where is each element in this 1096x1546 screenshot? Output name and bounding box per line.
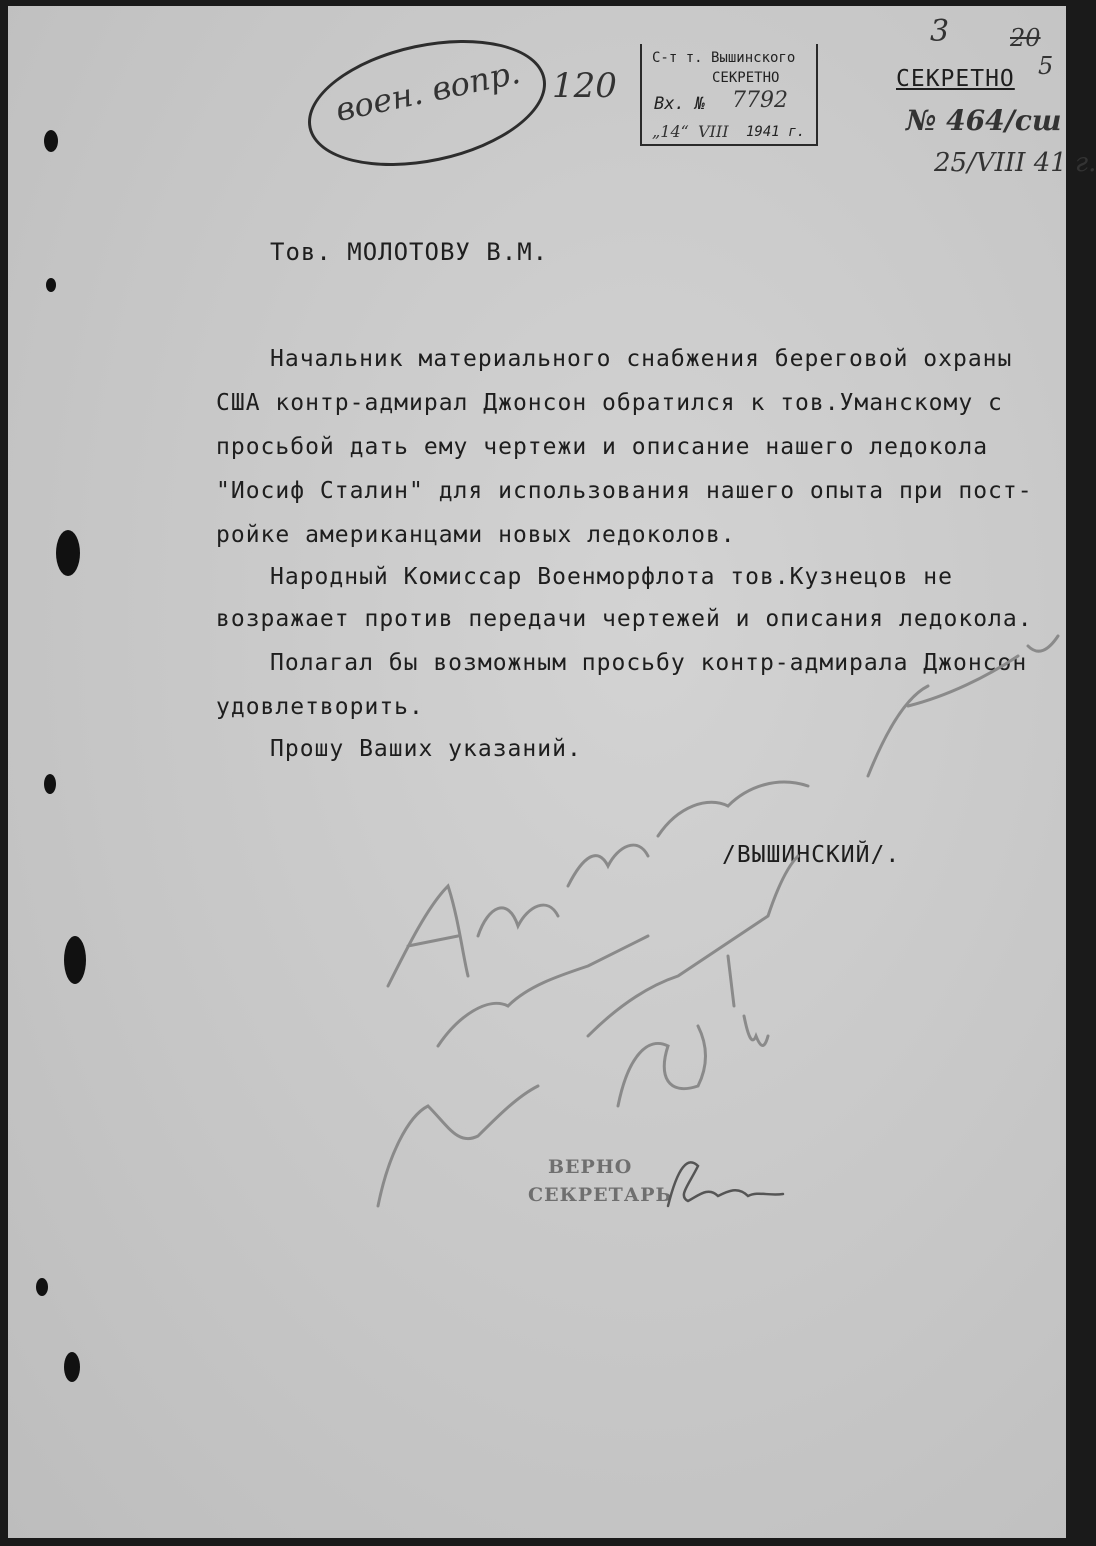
stamp-date-year: 1941 г. — [746, 124, 806, 140]
classification: СЕКРЕТНО — [896, 66, 1015, 92]
punch-hole — [36, 1278, 48, 1296]
punch-hole — [46, 278, 56, 292]
body-line: Полагал бы возможным просьбу контр-адмирала Джонсон — [270, 650, 1028, 676]
stamp-in-number: 7792 — [732, 88, 788, 113]
body-line: ройке американцами новых ледоколов. — [216, 522, 736, 548]
stamp-line-2: СЕКРЕТНО — [712, 70, 780, 86]
certification-secretary: СЕКРЕТАРЬ — [528, 1184, 673, 1206]
signature: /ВЫШИНСКИЙ/. — [722, 842, 901, 868]
document-page — [8, 6, 1096, 1538]
pencil-resolution — [8, 6, 1066, 1538]
punch-hole — [44, 774, 56, 794]
registration-date: 25/VIII 41 г. — [934, 148, 1096, 178]
body-line: Народный Комиссар Военморфлота тов.Кузнецов не — [270, 564, 953, 590]
body-line: просьбой дать ему чертежи и описание нашего ледокола — [216, 434, 989, 460]
secretary-signature — [658, 1146, 798, 1216]
stamp-date-day: „14“ — [652, 122, 689, 141]
registration-stamp — [640, 44, 818, 146]
body-line: "Иосиф Сталин" для использования нашего опыта при пост- — [216, 478, 1033, 504]
addressee: Тов. МОЛОТОВУ В.М. — [270, 238, 549, 266]
stamp-date-month: VIII — [698, 122, 729, 141]
body-line: США контр-адмирал Джонсон обратился к тов.Уманскому с — [216, 390, 1003, 416]
stamp-line-1: С-т т. Вышинского — [652, 50, 796, 66]
stamp-in-label: Вх. № — [654, 94, 706, 114]
certification-verno: ВЕРНО — [548, 1156, 633, 1178]
body-line: удовлетворить. — [216, 694, 424, 720]
oval-side-note: 120 — [552, 66, 617, 106]
body-line: Прошу Ваших указаний. — [270, 736, 582, 762]
sheet-number: 3 — [930, 14, 950, 49]
punch-hole — [44, 130, 58, 152]
punch-hole — [64, 936, 86, 984]
body-line: Начальник материального снабжения береговой охраны — [270, 346, 1013, 372]
registration-number: № 464/сш — [906, 104, 1062, 137]
punch-hole — [56, 530, 80, 576]
punch-hole — [64, 1352, 80, 1382]
oval-note-text: воен. вопр. — [332, 52, 524, 130]
old-sheet-number: 20 — [1010, 24, 1041, 52]
new-sheet-number: 5 — [1038, 52, 1054, 80]
body-line: возражает против передачи чертежей и описания ледокола. — [216, 606, 1033, 632]
